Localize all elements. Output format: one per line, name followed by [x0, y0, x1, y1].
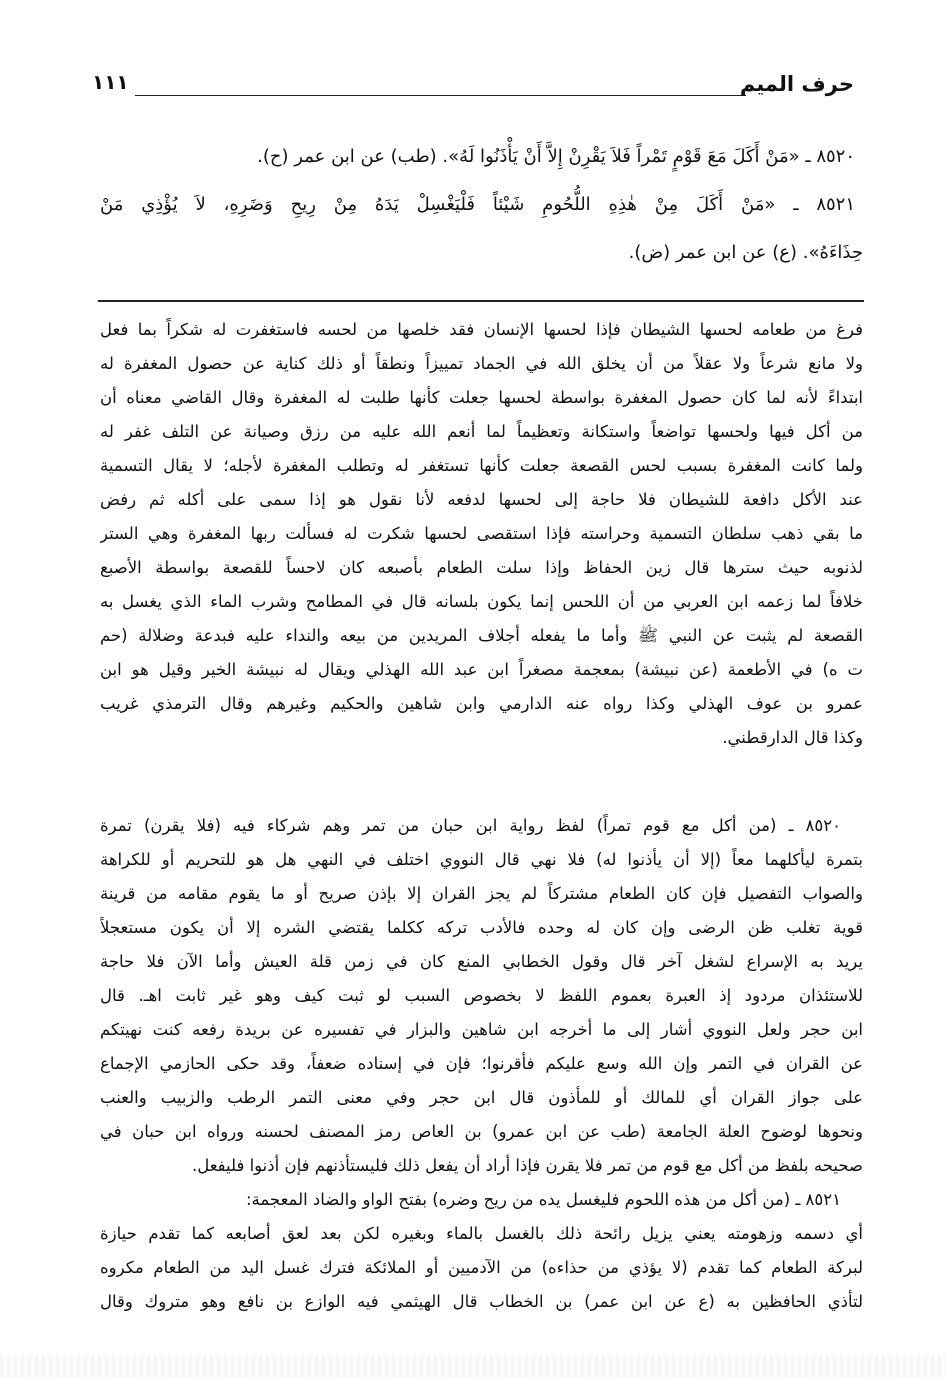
commentary-line: ابتداءً لأنه لما كان حصول المغفرة بواسطة لحسها جعلت كأنها طلبت له المغفرة وقال القاضي معناه أن: [100, 388, 863, 407]
commentary-8521: [100, 1183, 863, 1319]
commentary-line: بتمرة ليأكلهما معاً (إلا أن يأذنوا له) فلا نهي قال النووي اختلف في النهي هل هو للتحريم أو للكراهة: [100, 850, 863, 869]
commentary-line: عند الأكل دافعة للشيطان فلا حاجة إلى لحسها لدفعه لأنا نقول هو إذا سمى على أكله ثم رفض: [100, 490, 863, 509]
commentary-8520: [100, 809, 863, 1183]
commentary-line: القصعة لم يثبت عن النبي ﷺ وأما ما يفعله أجلاف المريدين من بيعه والنداء عليه فبدعة وضلالة (حم: [100, 626, 863, 645]
commentary-line: والصواب التفصيل فإن كان الطعام مشتركاً لم يجز القران إلا بإذن صريح أو ما يقوم مقامه من قرينة: [100, 884, 863, 903]
commentary-line: يريد به الإسراع لشغل آخر قال وقول الخطابي المنع كان في زمن قلة العيش وأما الآن فلا حاجة: [100, 952, 863, 971]
hadith-8520: ٨٥٢٠ ـ «مَنْ أَكَلَ مَعَ قَوْمٍ تَمْراً فَلاَ يَقْرِنْ إِلاَّ أَنْ يَأْذَنُوا لَهُ». (طب) عن ابن عمر (ح).: [257, 146, 855, 167]
commentary-line: ولما كانت المغفرة بسبب لحس القصعة جعلت كأنها تستغفر له وتطلب المغفرة لأجله؛ لا يقال التسمية: [100, 456, 863, 475]
hadith-8521-line: ٨٥٢١ ـ «مَنْ أَكَلَ مِنْ هٰذِهِ اللُّحُومِ شَيْئاً فَلْيَغْسِلْ يَدَهُ مِنْ رِيحِ وَضَرِهِ، لاَ يُؤْذِي مَنْ: [100, 194, 855, 215]
footnote-separator: [98, 300, 864, 302]
commentary-continued: [100, 313, 863, 755]
scan-edge: [0, 1355, 946, 1377]
commentary-line: لذنوبه حيث سترها قال زين الحفاظ وإذا سلت الطعام بأصبعه كان لاحساً للقصعة بواسطة الأصبع: [100, 558, 863, 577]
commentary-line: صحيحه بلفظ من أكل مع قوم من تمر فلا يقرن فإذا أراد أن يفعل ذلك فليستأذنهم فإن أذنوا فليفعل.: [191, 1156, 863, 1175]
hadith-text: [100, 133, 863, 277]
commentary-line: ولا مانع شرعاً ولا عقلاً من أن يخلق الله في الجماد تمييزاً ونطقاً أو ذلك كناية عن حصول المغفرة له: [100, 354, 863, 373]
hadith-8521-line: حِذَاءَهُ». (ع) عن ابن عمر (ض).: [628, 242, 863, 263]
commentary-line: لتأذي الحافظين به (ع عن ابن عمر) بن الخطاب قال الهيثمي فيه الوازع بن نافع وهو متروك وقال: [100, 1292, 863, 1311]
commentary-line: ونحوها لوضوح العلة الجامعة (طب عن ابن عمرو) بن العاص رمز المصنف لحسنه ورواه ابن حبان في: [100, 1122, 863, 1141]
chapter-title: حرف الميم: [739, 72, 854, 96]
commentary-line: للاستئذان مردود إذ العبرة بعموم اللفظ لا بخصوص السبب لو ثبت كيف وهو غير ثابت اهـ. قال: [100, 986, 863, 1005]
commentary-line: وكذا قال الدارقطني.: [722, 728, 863, 747]
commentary-line: على جواز القران أي للمالك أو للمأذون قال ابن حجر وفي معنى التمر الرطب والزبيب والعنب: [100, 1088, 863, 1107]
commentary-line: قوية تغلب ظن الرضى وإن كان له وحده فالأدب تركه ككلما يقتضي الشره إلا أن يكون مستعجلاً: [100, 918, 863, 937]
page-number: ١١١: [92, 70, 129, 94]
commentary-line: عن القران في التمر وإن الله وسع عليكم فأقرنوا؛ فإن في إسناده ضعفاً، وقد حكى الحازمي الإجماع: [100, 1054, 863, 1073]
commentary-line: عمرو بن عوف الهذلي وكذا رواه عنه الدارمي وابن شاهين والحكيم وغيرهم وقال الترمذي غريب: [100, 694, 863, 713]
commentary-line: لبركة الطعام كما تقدم (لا يؤذي من حذاءه) من الآدميين أو الملائكة فترك غسل اليد من الطعام مكروه: [100, 1258, 863, 1277]
commentary-line: فرغ من طعامه لحسها الشيطان فإذا لحسها الإنسان فقد خلصها من لحسه فاستغفرت له شكراً بما فعل: [100, 320, 863, 339]
commentary-line: ما بقي ذهب سلطان التسمية وحراسته فإذا استقصى لحسها شكرت له فسألت ربها المغفرة وهي الستر: [100, 524, 863, 543]
commentary-line: من أكل فيها ولحسها تواضعاً واستكانة وتعظيماً لما أنعم الله عليه من رزق وصيانة عن التلف غفر له: [100, 422, 863, 441]
commentary-line: أي دسمه وزهومته يعني يزيل رائحة ذلك بالغسل بالماء وبغيره لكن بعد لعق أصابعه كما تقدم حيازة: [100, 1224, 863, 1243]
commentary-line: ٨٥٢٠ ـ (من أكل مع قوم تمراً) لفظ رواية ابن حبان من تمر وهم شركاء فيه (فلا يقرن) تمرة: [100, 816, 841, 835]
header-rule: [135, 95, 746, 96]
commentary-line: ت ه) في الأطعمة (عن نبيشة) بمعجمة مصغراً ابن عبد الله الهذلي ويقال له نبيشة الخير وقيل هو ابن: [100, 660, 863, 679]
commentary-line: ابن حجر ولعل النووي أشار إلى ما أخرجه ابن شاهين والبزار في تفسيره عن بريدة رفعه كنت نهيتكم: [100, 1020, 863, 1039]
commentary-line: ٨٥٢١ ـ (من أكل من هذه اللحوم فليغسل يده من ريح وضره) بفتح الواو والضاد المعجمة:: [245, 1190, 841, 1209]
commentary-line: خلافاً لما زعمه ابن العربي من أن اللحس إنما يكون بلسانه قال في المطامح وشرب الماء الذي يغسل به: [100, 592, 863, 611]
